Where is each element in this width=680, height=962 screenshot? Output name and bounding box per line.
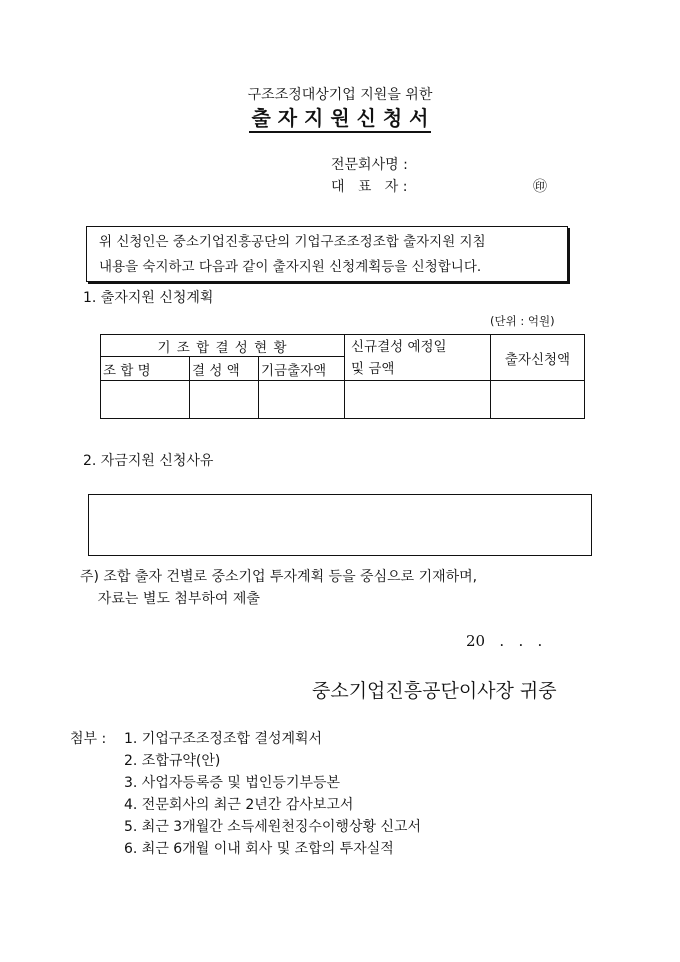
- form-title-wrap: [0, 102, 680, 131]
- attachment-item: 1. 기업구조조정조합 결성계획서: [124, 731, 323, 747]
- declaration-line-1: 위 신청인은 중소기업진흥공단의 기업구조조정조합 출자지원 지침: [99, 234, 486, 250]
- attachment-list: [124, 728, 421, 860]
- investment-request-cell[interactable]: [491, 381, 585, 419]
- form-title: 출 자 지 원 신 청 서: [249, 106, 430, 133]
- investment-plan-table: [100, 334, 585, 419]
- form-subtitle: 구조조정대상기업 지원을 위한: [247, 87, 433, 103]
- formation-amount-cell[interactable]: [190, 381, 259, 419]
- attachments: [70, 728, 422, 857]
- attachment-item: 4. 전문회사의 최근 2년간 감사보고서: [124, 797, 354, 813]
- planned-formation-header: [345, 335, 491, 381]
- unit-label: (단위 : 억원): [490, 314, 555, 328]
- footnote-line-1: 주) 조합 출자 건별로 중소기업 투자계획 등을 중심으로 기재하며,: [80, 569, 478, 585]
- planned-formation-header-line-2: 및 금액: [351, 360, 395, 377]
- footnote-line-2: 자료는 별도 첨부하여 제출: [80, 591, 260, 607]
- addressee: 중소기업진흥공단이사장 귀중: [312, 680, 557, 702]
- attachment-item: 5. 최근 3개월간 소득세원천징수이행상황 신고서: [124, 819, 422, 835]
- union-name-header: 조 합 명: [101, 357, 190, 381]
- declaration-line-2: 내용을 숙지하고 다음과 같이 출자지원 신청계획등을 신청합니다.: [99, 259, 482, 275]
- section-1-title: 1. 출자지원 신청계획: [83, 290, 214, 306]
- existing-investment-header: 기금출자액: [259, 357, 345, 381]
- existing-union-group-header: 기 조 합 결 성 현 황: [101, 335, 345, 357]
- planned-formation-header-line-1: 신규결성 예정일: [351, 338, 447, 355]
- declaration-box: [86, 226, 568, 282]
- attachments-label: 첨부 :: [70, 731, 107, 747]
- seal-mark: ㊞: [533, 179, 547, 195]
- planned-formation-cell[interactable]: [345, 381, 491, 419]
- date-line: 20 . . .: [466, 632, 543, 650]
- funding-reason-box[interactable]: [88, 494, 592, 556]
- attachment-item: 2. 조합규약(안): [124, 753, 221, 769]
- formation-amount-header: 결 성 액: [190, 357, 259, 381]
- company-name-label: 전문회사명 :: [331, 157, 408, 173]
- representative-label: 대 표 자 :: [331, 179, 408, 195]
- section-2-title: 2. 자금지원 신청사유: [83, 453, 214, 469]
- existing-investment-cell[interactable]: [259, 381, 345, 419]
- union-name-cell[interactable]: [101, 381, 190, 419]
- footnote: [80, 566, 477, 610]
- investment-request-header: 출자신청액: [491, 335, 585, 381]
- attachment-item: 6. 최근 6개월 이내 회사 및 조합의 투자실적: [124, 841, 394, 857]
- attachment-item: 3. 사업자등록증 및 법인등기부등본: [124, 775, 341, 791]
